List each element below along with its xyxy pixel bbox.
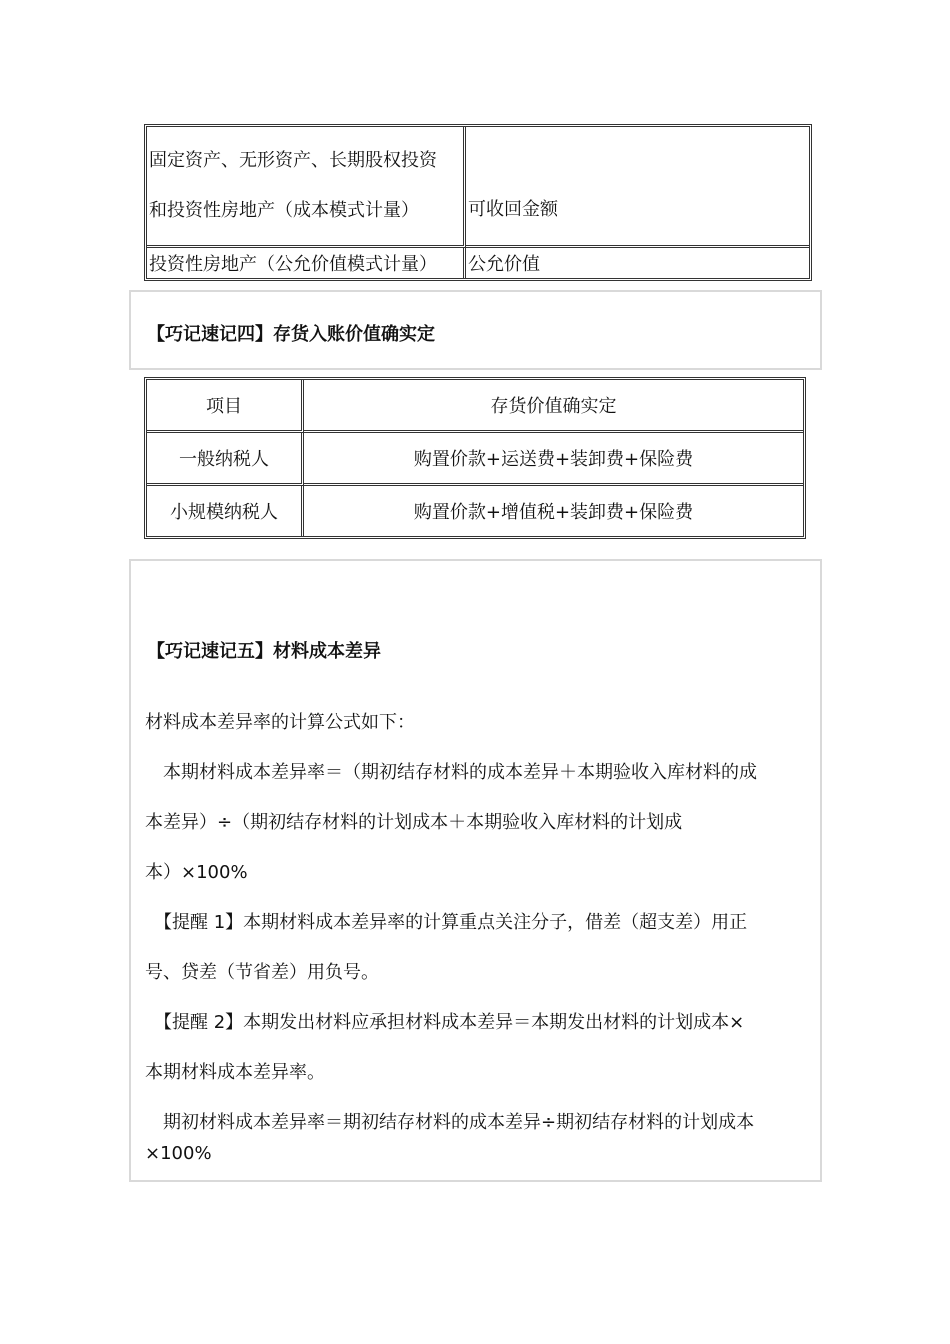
paragraph-line: 号、贷差（节省差）用负号。 bbox=[145, 962, 379, 983]
paragraph-line: 材料成本差异率的计算公式如下： bbox=[145, 712, 415, 733]
section-4-box bbox=[129, 290, 822, 370]
table-cell: 一般纳税人 bbox=[147, 433, 304, 486]
table-cell: 公允价值 bbox=[468, 253, 540, 275]
paragraph-line: 本期材料成本差异率＝（期初结存材料的成本差异＋本期验收入库材料的成 bbox=[145, 762, 757, 783]
recoverable-amount-table bbox=[144, 124, 812, 281]
table-cell: 可收回金额 bbox=[466, 127, 809, 248]
table-cell: 购置价款+增值税+装卸费+保险费 bbox=[413, 502, 694, 523]
cell-line: 固定资产、无形资产、长期股权投资 bbox=[149, 149, 437, 171]
paragraph-line: 本期材料成本差异率。 bbox=[145, 1062, 325, 1083]
paragraph-line: 【提醒 1】本期材料成本差异率的计算重点关注分子，借差（超支差）用正 bbox=[145, 912, 748, 933]
cell-line: 和投资性房地产（成本模式计量） bbox=[149, 199, 419, 221]
table-row bbox=[147, 433, 803, 486]
paragraph-line: ×100% bbox=[145, 1143, 212, 1164]
table-row bbox=[147, 248, 809, 278]
paragraph-line: 期初材料成本差异率＝期初结存材料的成本差异÷期初结存材料的计划成本 bbox=[145, 1112, 755, 1133]
table-header-cell: 存货价值确实定 bbox=[304, 380, 803, 433]
table-header-row bbox=[147, 380, 803, 433]
paragraph-line: 本）×100% bbox=[145, 862, 248, 883]
section-5-box bbox=[129, 559, 822, 1182]
table-header-cell: 项目 bbox=[147, 380, 304, 433]
table-cell: 小规模纳税人 bbox=[147, 486, 304, 536]
inventory-value-table bbox=[144, 377, 806, 539]
table-cell: 投资性房地产（公允价值模式计量） bbox=[147, 248, 466, 278]
table-row bbox=[147, 127, 809, 248]
table-cell bbox=[147, 127, 466, 248]
section-5-title: 【巧记速记五】材料成本差异 bbox=[147, 641, 381, 662]
paragraph-line: 【提醒 2】本期发出材料应承担材料成本差异＝本期发出材料的计划成本× bbox=[145, 1012, 745, 1033]
table-cell: 购置价款+运送费+装卸费+保险费 bbox=[304, 433, 803, 486]
section-4-title: 【巧记速记四】存货入账价值确实定 bbox=[147, 324, 435, 345]
paragraph-line: 本差异）÷（期初结存材料的计划成本＋本期验收入库材料的计划成 bbox=[145, 812, 683, 833]
table-row bbox=[147, 486, 803, 536]
